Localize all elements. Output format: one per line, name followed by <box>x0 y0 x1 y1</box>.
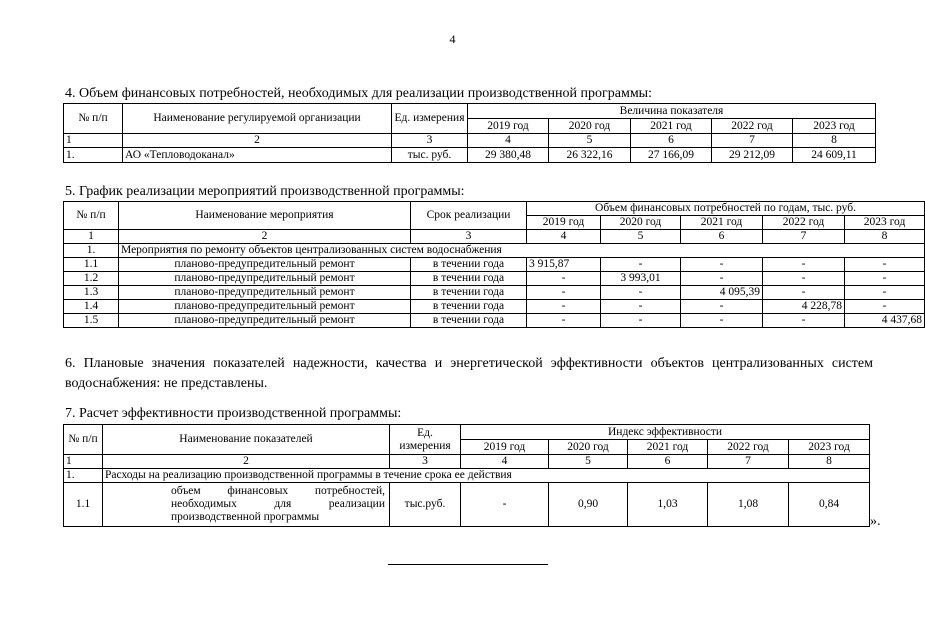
row-num: 1.4 <box>64 300 119 314</box>
header-year: 2022 год <box>763 216 845 230</box>
index-cell: 3 <box>390 455 461 469</box>
row-value: 1,08 <box>708 483 789 527</box>
index-cell: 1 <box>64 134 123 148</box>
section-5-title: 5. График реализации мероприятий производственной программы: <box>65 184 465 199</box>
row-value: - <box>601 314 681 328</box>
row-value: - <box>763 314 845 328</box>
table-row <box>64 300 925 314</box>
header-year: 2023 год <box>793 119 876 134</box>
header-unit: Ед. измерения <box>390 425 461 455</box>
header-num: № п/п <box>64 104 123 134</box>
row-value: - <box>527 286 601 300</box>
header-num: № п/п <box>64 202 119 230</box>
row-name-line: необходимых для реализации <box>171 498 385 510</box>
row-value: - <box>601 300 681 314</box>
row-value: 29 380,48 <box>468 148 549 163</box>
index-cell: 5 <box>549 134 631 148</box>
row-num: 1.1 <box>64 483 103 527</box>
row-value: - <box>763 286 845 300</box>
row-value: - <box>601 286 681 300</box>
row-value: - <box>845 272 925 286</box>
index-cell: 1 <box>64 230 119 244</box>
index-cell: 7 <box>712 134 793 148</box>
header-year: 2019 год <box>527 216 601 230</box>
index-cell: 2 <box>119 230 411 244</box>
section-4-title: 4. Объем финансовых потребностей, необходимых для реализации производственной программы: <box>65 86 652 101</box>
row-num: 1.5 <box>64 314 119 328</box>
index-cell: 1 <box>64 455 103 469</box>
group-text: Расходы на реализацию производственной программы в течение срока ее действия <box>103 469 870 483</box>
row-value: - <box>461 483 549 527</box>
header-name: Наименование показателей <box>103 425 390 455</box>
efficiency-table <box>63 424 870 527</box>
header-year: 2022 год <box>708 440 789 455</box>
index-cell: 8 <box>789 455 870 469</box>
table-row <box>64 286 925 300</box>
row-unit: тыс.руб. <box>390 483 461 527</box>
row-num: 1.2 <box>64 272 119 286</box>
index-cell: 5 <box>549 455 628 469</box>
row-value: - <box>845 258 925 272</box>
signature-line <box>388 564 548 565</box>
row-term: в течении года <box>411 272 527 286</box>
row-value: - <box>681 314 763 328</box>
index-cell: 6 <box>631 134 712 148</box>
row-name: планово-предупредительный ремонт <box>119 314 411 328</box>
activities-schedule-table <box>63 201 925 328</box>
index-cell: 3 <box>411 230 527 244</box>
header-year: 2023 год <box>845 216 925 230</box>
row-name-line: объем финансовых потребностей, <box>171 485 385 497</box>
row-name <box>103 483 390 527</box>
row-value: 4 228,78 <box>763 300 845 314</box>
index-cell: 4 <box>461 455 549 469</box>
row-org: АО «Тепловодоканал» <box>123 148 392 163</box>
index-cell: 7 <box>763 230 845 244</box>
header-year: 2021 год <box>628 440 708 455</box>
header-year: 2021 год <box>681 216 763 230</box>
row-name-line: производственной программы <box>171 511 320 523</box>
index-cell: 2 <box>103 455 390 469</box>
index-row <box>64 455 870 469</box>
table-row <box>64 272 925 286</box>
row-value: - <box>527 272 601 286</box>
group-num: 1. <box>64 469 103 483</box>
index-row <box>64 134 876 148</box>
header-term: Срок реализации <box>411 202 527 230</box>
financial-needs-table <box>63 103 876 163</box>
row-value: 29 212,09 <box>712 148 793 163</box>
index-cell: 4 <box>527 230 601 244</box>
index-cell: 6 <box>628 455 708 469</box>
row-value: - <box>845 286 925 300</box>
row-value: - <box>681 300 763 314</box>
header-num: № п/п <box>64 425 103 455</box>
index-cell: 6 <box>681 230 763 244</box>
row-value: - <box>527 300 601 314</box>
group-row <box>64 469 870 483</box>
row-term: в течении года <box>411 258 527 272</box>
row-value: 26 322,16 <box>549 148 631 163</box>
index-cell: 4 <box>468 134 549 148</box>
header-name: Наименование мероприятия <box>119 202 411 230</box>
header-year: 2022 год <box>712 119 793 134</box>
row-value: - <box>681 258 763 272</box>
header-org: Наименование регулируемой организации <box>123 104 392 134</box>
page-number: 4 <box>449 32 456 46</box>
row-value: 1,03 <box>628 483 708 527</box>
header-year: 2023 год <box>789 440 870 455</box>
row-value: - <box>763 258 845 272</box>
header-group: Величина показателя <box>468 104 876 119</box>
group-num: 1. <box>64 244 119 258</box>
row-term: в течении года <box>411 314 527 328</box>
row-name: планово-предупредительный ремонт <box>119 286 411 300</box>
row-value: 24 609,11 <box>793 148 876 163</box>
index-row <box>64 230 925 244</box>
group-text: Мероприятия по ремонту объектов централизованных систем водоснабжения <box>119 244 925 258</box>
row-name: планово-предупредительный ремонт <box>119 258 411 272</box>
row-num: 1.3 <box>64 286 119 300</box>
row-term: в течении года <box>411 286 527 300</box>
row-name: планово-предупредительный ремонт <box>119 300 411 314</box>
row-value: 3 993,01 <box>601 272 681 286</box>
header-group: Индекс эффективности <box>461 425 870 440</box>
row-value: - <box>763 272 845 286</box>
row-value: - <box>601 258 681 272</box>
row-value: 4 095,39 <box>681 286 763 300</box>
row-num: 1. <box>64 148 123 163</box>
table-row <box>64 258 925 272</box>
header-year: 2019 год <box>461 440 549 455</box>
header-group: Объем финансовых потребностей по годам, тыс. руб. <box>527 202 925 216</box>
section-6-text: 6. Плановые значения показателей надежности, качества и энергетической эффективности объектов централизованных систем водоснабжения: не представлены. <box>65 356 873 391</box>
row-unit: тыс. руб. <box>392 148 468 163</box>
header-year: 2020 год <box>601 216 681 230</box>
section-7-title: 7. Расчет эффективности производственной программы: <box>65 406 402 421</box>
row-value: 0,90 <box>549 483 628 527</box>
index-cell: 2 <box>123 134 392 148</box>
row-value: 3 915,87 <box>527 258 601 272</box>
header-year: 2019 год <box>468 119 549 134</box>
row-name: планово-предупредительный ремонт <box>119 272 411 286</box>
closing-quote: ». <box>870 514 881 529</box>
index-cell: 8 <box>793 134 876 148</box>
row-term: в течении года <box>411 300 527 314</box>
table-row <box>64 314 925 328</box>
index-cell: 3 <box>392 134 468 148</box>
row-value: - <box>845 300 925 314</box>
index-cell: 5 <box>601 230 681 244</box>
row-value: - <box>681 272 763 286</box>
row-value: 27 166,09 <box>631 148 712 163</box>
group-row <box>64 244 925 258</box>
row-num: 1.1 <box>64 258 119 272</box>
header-unit: Ед. измерения <box>392 104 468 134</box>
row-value: 0,84 <box>789 483 870 527</box>
row-value: - <box>527 314 601 328</box>
header-year: 2020 год <box>549 119 631 134</box>
index-cell: 8 <box>845 230 925 244</box>
table-row <box>64 483 870 527</box>
row-value: 4 437,68 <box>845 314 925 328</box>
header-year: 2021 год <box>631 119 712 134</box>
index-cell: 7 <box>708 455 789 469</box>
header-year: 2020 год <box>549 440 628 455</box>
table-row <box>64 148 876 163</box>
